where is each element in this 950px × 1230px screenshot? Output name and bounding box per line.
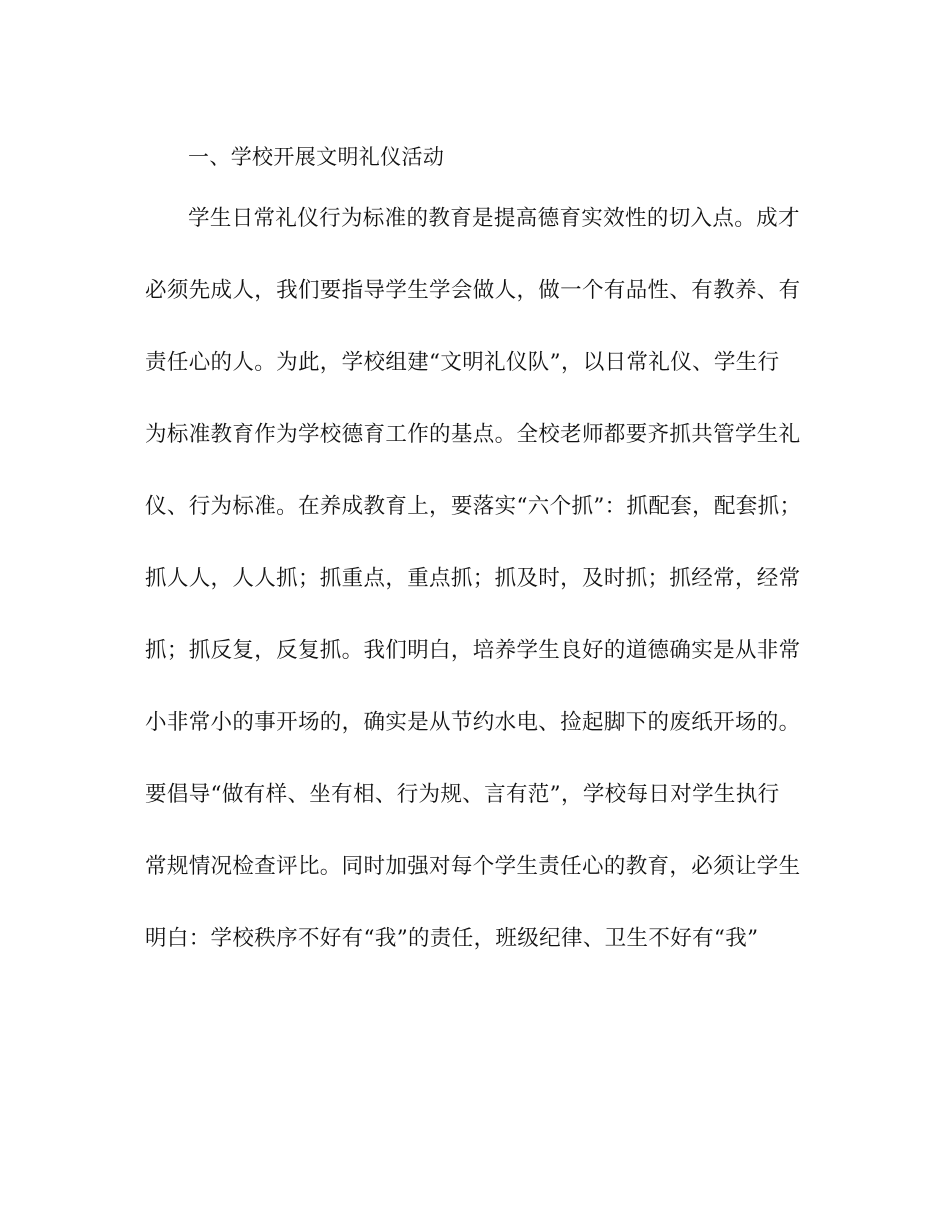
paragraph-line: 必须先成人，我们要指导学生学会做人，做一个有品性、有教养、有 (145, 278, 801, 303)
paragraph-line: 责任心的人。为此，学校组建“文明礼仪队”，以日常礼仪、学生行 (145, 350, 780, 375)
paragraph-line: 抓人人，人人抓；抓重点，重点抓；抓及时，及时抓；抓经常，经常 (145, 566, 801, 591)
paragraph-line: 为标准教育作为学校德育工作的基点。全校老师都要齐抓共管学生礼 (145, 422, 801, 447)
paragraph-line: 常规情况检查评比。同时加强对每个学生责任心的教育，必须让学生 (145, 854, 801, 879)
paragraph-line: 仪、行为标准。在养成教育上，要落实“六个抓”：抓配套，配套抓； (145, 494, 802, 519)
paragraph-line: 要倡导“做有样、坐有相、行为规、言有范”，学校每日对学生执行 (145, 782, 780, 807)
paragraph-line: 小非常小的事开场的，确实是从节约水电、捡起脚下的废纸开场的。 (145, 710, 801, 735)
section-heading: 一、学校开展文明礼仪活动 (188, 145, 445, 169)
paragraph-line: 抓；抓反复，反复抓。我们明白，培养学生良好的道德确实是从非常 (145, 638, 801, 663)
paragraph-line: 明白：学校秩序不好有“我”的责任，班级纪律、卫生不好有“我” (145, 926, 759, 951)
paragraph-line: 学生日常礼仪行为标准的教育是提高德育实效性的切入点。成才 (188, 206, 800, 231)
